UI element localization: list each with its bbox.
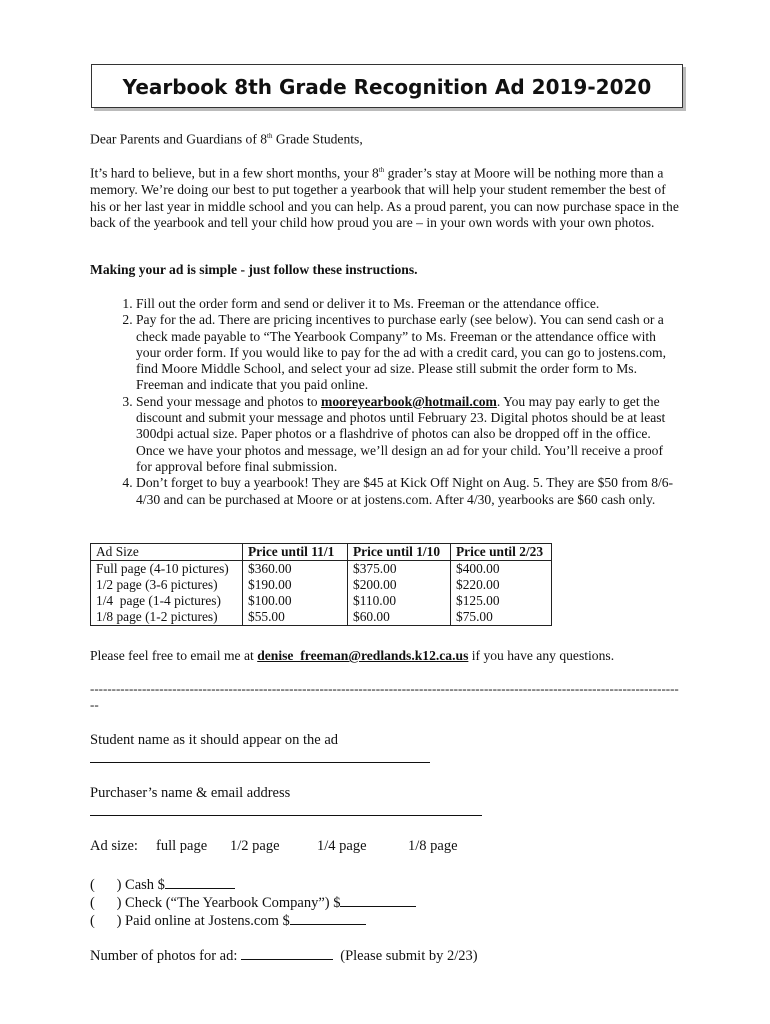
cell-price: $60.00 <box>348 609 451 626</box>
price-table-header <box>91 544 552 561</box>
table-row <box>91 561 552 578</box>
cell-price: $375.00 <box>348 561 451 578</box>
payment-cash[interactable] <box>90 874 235 894</box>
step-4: 4. Don’t forget to buy a yearbook! They are $45 at Kick Off Night on Aug. 5. They are $50 from 8/6-4/30 and can be purchased at Moore or at jostens.com. After 4/30, yearbooks are $60 cash only. <box>136 475 682 508</box>
ad-size-option-half[interactable]: 1/2 page <box>230 838 280 854</box>
amount-blank[interactable] <box>165 874 235 889</box>
payment-label: Cash $ <box>125 877 165 893</box>
step-1: 1. Fill out the order form and send or deliver it to Ms. Freeman or the attendance office. <box>136 296 682 312</box>
intro-sup: th <box>378 166 385 174</box>
payment-label: Paid online at Jostens.com $ <box>125 913 290 929</box>
checkbox-paren[interactable]: ( ) <box>90 877 122 893</box>
table-row <box>91 593 552 609</box>
payment-check[interactable] <box>90 892 416 912</box>
step-2: 2. Pay for the ad. There are pricing incentives to purchase early (see below). You can send cash or a check made payable to “The Yearbook Company” to Ms. Freeman or the attendance office with your order form. If you would like to pay for the ad with a credit card, you can go to jostens.com, find Moore Middle School, and select your ad size. Please still submit the order form to Ms. Freeman and indicate that you paid online. <box>136 312 682 393</box>
cell-price: $110.00 <box>348 593 451 609</box>
cell-ad-size: Full page (4-10 pictures) <box>91 561 243 578</box>
table-row <box>91 609 552 626</box>
greeting-text: Dear Parents and Guardians of 8 <box>90 131 268 147</box>
table-row <box>91 577 552 593</box>
purchaser-field[interactable] <box>90 815 482 816</box>
title-box <box>91 64 683 108</box>
ad-size-option-full[interactable]: full page <box>156 838 208 854</box>
cell-price: $360.00 <box>243 561 348 578</box>
contact-text-end: if you have any questions. <box>468 648 615 663</box>
checkbox-paren[interactable]: ( ) <box>90 895 122 911</box>
header-ad-size: Ad Size <box>91 544 243 561</box>
intro-text-end: grader’s stay at Moore will be nothing more than a memory. We’re doing our best to put together a yearbook that will help your student remember the best of his or her last year in middle school and you can help. As a proud parent, you can now purchase space in the back of the yearbook and tell your child how proud you are – in your own words with your own photos. <box>90 165 679 231</box>
step-3 <box>136 394 682 475</box>
amount-blank[interactable] <box>290 910 366 925</box>
payment-label: Check (“The Yearbook Company”) $ <box>125 895 341 911</box>
cell-price: $190.00 <box>243 577 348 593</box>
ad-size-option-eighth[interactable]: 1/8 page <box>408 838 458 854</box>
cell-ad-size: 1/8 page (1-2 pictures) <box>91 609 243 626</box>
cell-ad-size: 1/2 page (3-6 pictures) <box>91 577 243 593</box>
cell-price: $55.00 <box>243 609 348 626</box>
step-3-text-end: . You may pay early to get the discount and submit your message and photos until February 23. Digital photos should be at least 300dpi actual size. Paper photos or a flashdrive of photos can also be dropped off in the office. Once we have your photos and message, we’ll design an ad for your child. You’ll receive a proof for approval before final submission. <box>136 393 666 474</box>
cell-price: $200.00 <box>348 577 451 593</box>
cell-price: $75.00 <box>451 609 552 626</box>
step-3-text: Send your message and photos to <box>136 393 322 409</box>
photos-label: Number of photos for ad: <box>90 948 242 964</box>
price-table <box>90 543 552 626</box>
student-name-label: Student name as it should appear on the ad <box>90 732 339 748</box>
intro-paragraph <box>90 162 682 232</box>
greeting-sup: th <box>267 132 273 140</box>
cell-ad-size: 1/4 page (1-4 pictures) <box>91 593 243 609</box>
cell-price: $220.00 <box>451 577 552 593</box>
contact-text: Please feel free to email me at <box>90 648 258 663</box>
photos-note: (Please submit by 2/23) <box>340 948 478 964</box>
photos-count-field[interactable] <box>241 945 333 960</box>
contact-note <box>90 648 682 665</box>
payment-online[interactable] <box>90 910 366 930</box>
amount-blank[interactable] <box>340 892 416 907</box>
instructions-list <box>90 296 682 508</box>
checkbox-paren[interactable]: ( ) <box>90 913 122 929</box>
instructions-heading: Making your ad is simple - just follow these instructions. <box>90 262 418 277</box>
student-name-field[interactable] <box>90 762 430 763</box>
ad-size-option-quarter[interactable]: 1/4 page <box>317 838 367 854</box>
yearbook-email-link[interactable]: mooreyearbook@hotmail.com <box>321 393 497 409</box>
cell-price: $400.00 <box>451 561 552 578</box>
cut-line: ------------------------------------------------------------------------------------------------------------------------------------------ <box>90 681 679 712</box>
intro-text: It’s hard to believe, but in a few short months, your 8 <box>90 165 379 181</box>
cell-price: $100.00 <box>243 593 348 609</box>
header-price-2: Price until 1/10 <box>348 544 451 561</box>
photos-count-row <box>90 945 478 965</box>
contact-email-link[interactable]: denise_freeman@redlands.k12.ca.us <box>257 648 469 663</box>
page-title: Yearbook 8th Grade Recognition Ad 2019-2020 <box>122 75 652 99</box>
greeting-text-end: Grade Students, <box>272 131 363 147</box>
header-price-3: Price until 2/23 <box>451 544 552 561</box>
cell-price: $125.00 <box>451 593 552 609</box>
ad-size-label: Ad size: <box>90 838 138 854</box>
greeting <box>90 128 682 148</box>
purchaser-label: Purchaser’s name & email address <box>90 785 291 801</box>
header-price-1: Price until 11/1 <box>243 544 348 561</box>
